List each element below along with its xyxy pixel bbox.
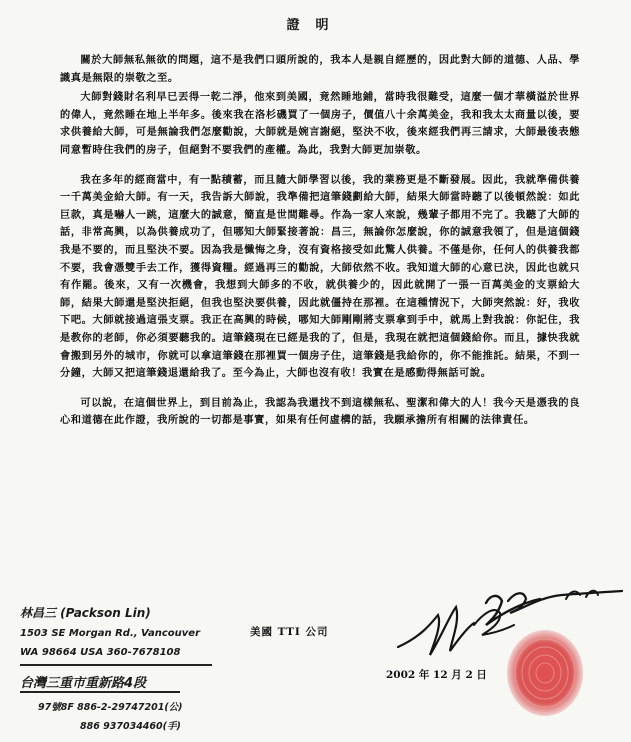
- document-body: [60, 52, 580, 432]
- document-title: 證明: [286, 18, 345, 33]
- handwritten-tw-phone-1: 97號8F 886-2-29747201(公): [38, 702, 183, 713]
- paragraph-3: 我在多年的經商當中，有一點積蓄，而且隨大師學習以後，我的業務更是不斷發展。因此，我就準備供養一千萬美金給大師。有一天，我告訴大師說，我準備把這筆錢劃給大師，結果大師當時聽了以後頓然說：如此巨款，真是嚇人一跳，這麼大的誠意，簡直是世間難尋。作為一家人來說，幾輩子都用不完了。我聽了大師的話，非常高興，以為供養成功了，但哪知大師緊接著說：昌三，無論你怎麼說，你的誠意我領了，但是這個錢我是不要的，而且堅決不要。因為我是懺悔之身，沒有資格接受如此驚人供養。不僅是你，任何人的供養我都不要，我會憑雙手去工作，獲得資糧。經過再三的勸說，大師依然不收。我知道大師的心意已決，因此也就只有作罷。後來，又有一次機會，我想到大師多的不收，就供養少的，因此就開了一張一百萬美金的支票給大師，結果大師還是堅決拒絕，但我也堅決要供養，因此就僵持在那裡。在這種情況下，大師突然說：好，我收下吧。大師就接過這張支票。我正在高興的時候，哪知大師剛剛將支票拿到手中，就馬上對我說：你記住，我是教你的老師，你必須要聽我的。這筆錢現在已經是我的了，但是，我現在就把這個錢給你。而且，據快我就會搬到另外的城市，你就可以拿這筆錢在那裡買一個房子住，這筆錢是我給你的，你不能推託。結果，不到一分鐘，大師又把這筆錢退還給我了。至今為止，大師也沒有收！我實在是感動得無話可說。: [60, 173, 580, 380]
- handwritten-name: 林昌三 (Packson Lin): [20, 606, 151, 620]
- document-date: 2002 年 12 月 2 日: [386, 669, 487, 681]
- company-name: 美國 TTI 公司: [250, 626, 329, 638]
- handwritten-tw-address: 台灣三重市重新路4段: [20, 676, 147, 691]
- paragraph-2: 大師對錢財名利早已丟得一乾二淨，他來到美國，竟然睡地鋪，當時我很難受，這麼一個才華橫溢於世界的偉人，竟然睡在地上半年多。後來我在洛杉磯買了一個房子，價值八十余萬美金，我和我太太商量以後，要求供養給大師，可是無論我們怎麼勸說，大師就是婉言謝絕，堅決不收，後來經我們再三請求，大師最後表態同意暫時住我們的房子，但絕對不要我們的產權。為此，我對大師更加崇敬。: [60, 91, 580, 156]
- handwritten-underline: [20, 691, 180, 693]
- handwritten-tw-phone-2: 886 937034460(手): [80, 721, 181, 732]
- paragraph-1: 關於大師無私無欲的問題，這不是我們口頭所說的，我本人是親自經歷的，因此對大師的道德、人品、學識真是無限的崇敬之至。: [60, 54, 580, 84]
- handwritten-address-1: 1503 SE Morgan Rd., Vancouver: [20, 628, 201, 639]
- seal-stamp-icon: [500, 625, 590, 720]
- handwritten-address-2: WA 98664 USA 360-7678108: [20, 647, 181, 658]
- paragraph-4: 可以說，在這個世界上，到目前為止，我認為我還找不到這樣無私、聖潔和偉大的人！我今天是憑我的良心和道德在此作證，我所說的一切都是事實，如果有任何虛構的話，我願承擔所有相關的法律責任。: [60, 396, 580, 427]
- handwritten-underline: [20, 664, 212, 666]
